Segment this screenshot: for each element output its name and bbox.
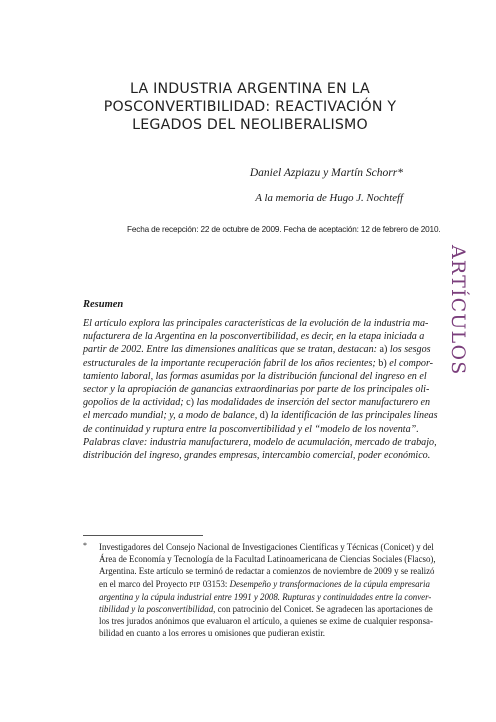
abstract-line: El artículo explora las principales características de la evolución de la industria ma- [83, 318, 429, 329]
keywords-line: Palabras clave: industria manufacturera, modelo de acumulación, mercado de trabajo, [83, 436, 437, 448]
footnote-mark: * [83, 541, 87, 550]
resumen-heading: Resumen [83, 299, 124, 310]
footnote-line: tibilidad y la posconvertibilidad, con patrocinio del Conicet. Se agradecen las aportaciones de [99, 604, 433, 615]
abstract-line: gopolios de la actividad; c) las modalidades de inserción del sector manufacturero en [83, 397, 431, 409]
footnote-line: Investigadores del Consejo Nacional de Investigaciones Científicas y Técnicas (Conicet) y del [99, 542, 434, 552]
footnote-line: Argentina. Este artículo se terminó de redactar a comienzos de noviembre de 2009 y se realizó [99, 566, 435, 577]
footnote-line: en el marco del Proyecto PIP 03153: Desempeño y transformaciones de la cúpula empresaria [99, 578, 430, 589]
abstract-line: partir de 2002. Entre las dimensiones analíticas que se tratan, destacan: a) los sesgos [83, 344, 431, 356]
footnote-rule [83, 535, 203, 536]
abstract-line: nufacturera de la Argentina en la posconvertibilidad, es decir, en la etapa iniciada a [83, 331, 425, 343]
keywords-line: distribución del ingreso, grandes empresas, intercambio comercial, poder económico. [83, 450, 431, 462]
abstract-line: de continuidad y ruptura entre la posconvertibilidad y el “modelo de los noventa”. [83, 423, 419, 435]
title-line: LA INDUSTRIA ARGENTINA EN LA [130, 81, 370, 97]
abstract [83, 317, 438, 462]
abstract-line: el mercado mundial; y, a modo de balance, d) la identificación de las principales líneas [83, 410, 438, 422]
reception-dates: Fecha de recepción: 22 de octubre de 2009. Fecha de aceptación: 12 de febrero de 2010. [127, 225, 441, 234]
abstract-line: tamiento laboral, las formas asumidas por la distribución funcional del ingreso en el [83, 370, 427, 382]
abstract-line: estructurales de la importante recuperación fabril de los años recientes; b) el compor- [83, 357, 434, 369]
section-label-text: ARTÍCULOS [447, 245, 469, 376]
footnote-line: los tres jurados anónimos que evaluaron el artículo, a quienes se exime de cualquier responsa- [99, 616, 433, 627]
authors: Daniel Azpiazu y Martín Schorr* [249, 167, 403, 179]
footnote-line: bilidad en cuanto a los errores u omisiones que pudieran existir. [99, 628, 326, 639]
footnote-line: Área de Economía y Tecnología de la Facultad Latinoamericana de Ciencias Sociales (Flacso), [99, 554, 436, 565]
title-line: POSCONVERTIBILIDAD: REACTIVACIÓN Y [103, 99, 397, 115]
title-line: LEGADOS DEL NEOLIBERALISMO [132, 117, 368, 133]
dedication: A la memoria de Hugo J. Nochteff [255, 192, 403, 204]
footnote [99, 541, 436, 640]
article-title [100, 80, 400, 134]
footnote-line: argentina y la cúpula industrial entre 1991 y 2008. Rupturas y continuidades entre la conver- [99, 591, 432, 602]
abstract-line: sector y la apropiación de ganancias extraordinarias por parte de los principales oli- [83, 384, 430, 396]
